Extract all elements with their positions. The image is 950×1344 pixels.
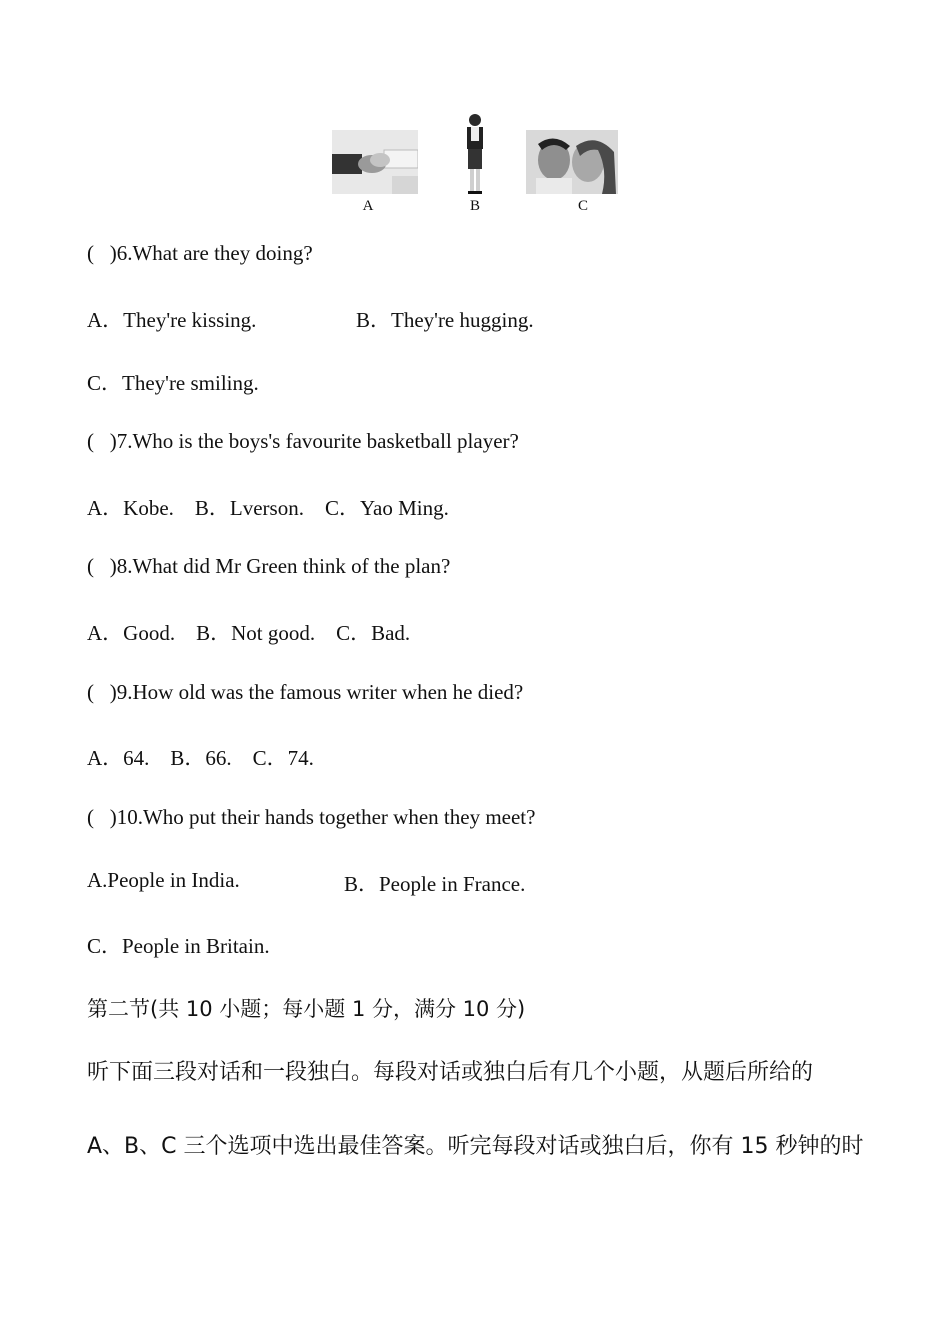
question-9-options: A．64. B．66. C．74.: [87, 746, 314, 770]
caption-a: A: [362, 198, 374, 214]
question-10-stem: ( )10.Who put their hands together when they meet?: [87, 805, 536, 829]
question-7-stem: ( )7.Who is the boys's favourite basketball player?: [87, 429, 519, 453]
bowing-woman-picture: [456, 112, 494, 196]
picture-options: [330, 112, 622, 222]
caption-c: C: [577, 198, 588, 214]
question-8-stem: ( )8.What did Mr Green think of the plan?: [87, 554, 451, 578]
question-6-option-c: C．They're smiling.: [87, 371, 259, 395]
question-6-option-b: B．They're hugging.: [356, 308, 534, 332]
question-9-stem: ( )9.How old was the famous writer when he died?: [87, 680, 524, 704]
question-6-stem: ( )6.What are they doing?: [87, 241, 313, 265]
section-instruction-line-2: A、B、C 三个选项中选出最佳答案。听完每段对话或独白后，你有 15 秒钟的时: [87, 1134, 864, 1159]
question-7-options: A．Kobe. B．Lverson. C．Yao Ming.: [87, 496, 449, 520]
question-10-option-a: A.People in India.: [87, 868, 240, 892]
question-10-option-c: C．People in Britain.: [87, 934, 270, 958]
caption-b: B: [469, 198, 480, 214]
section-heading: 第二节(共 10 小题；每小题 1 分，满分 10 分): [87, 997, 526, 1021]
question-10-option-b: B．People in France.: [344, 872, 526, 896]
question-6-option-a: A．They're kissing.: [87, 308, 257, 332]
question-8-options: A．Good. B．Not good. C．Bad.: [87, 621, 411, 645]
handshake-picture: [332, 130, 418, 194]
section-instruction-line-1: 听下面三段对话和一段独白。每段对话或独白后有几个小题，从题后所给的: [87, 1060, 814, 1085]
kissing-couple-picture: [526, 130, 618, 194]
